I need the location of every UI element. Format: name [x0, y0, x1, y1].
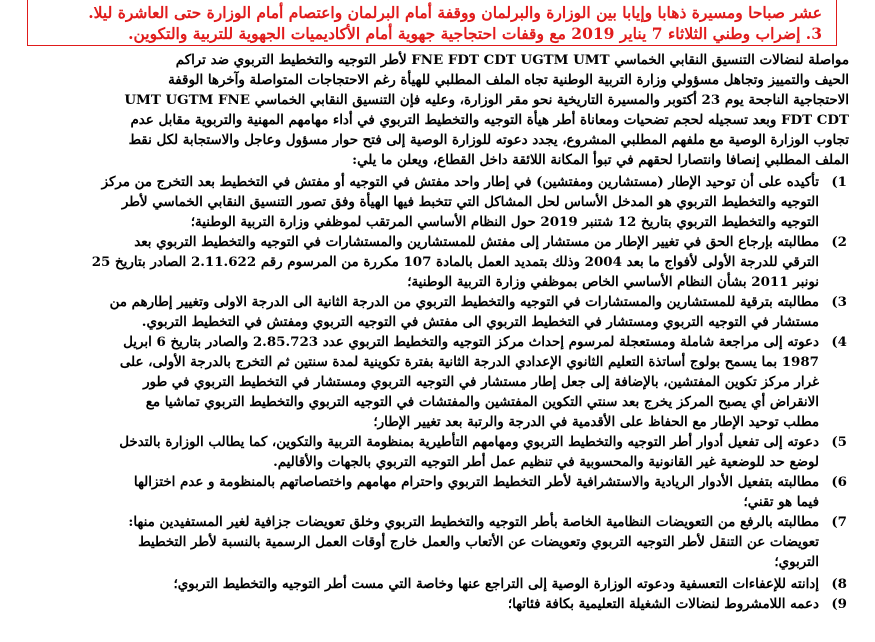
item-line: 1987 بما يسمح بولوج أساتذة التعليم الثانوي الإعدادي الدرجة الثانية بفترة تكوينية لمدة سنتين ثم التخرج بالدرجة الأولى، على: [119, 354, 819, 370]
item-number: 4): [831, 334, 847, 350]
item-line: دعمه اللامشروط لنضالات الشغيلة التعليمية بكافة فئاتها؛: [507, 596, 819, 612]
intro-line: الملف المطلبي إنصافا وانتصارا لحقهم في تبوأ المكانة اللائقة داخل القطاع، ويعلن ما يلي:: [352, 152, 849, 168]
list-item: [27, 574, 849, 594]
item-number: 2): [831, 234, 847, 250]
notice-line-2: 3. إضراب وطني الثلاثاء 7 يناير 2019 مع وقفات احتجاجية جهوية أمام الأكاديميات الجهوية للتربية والتكوين.: [128, 24, 822, 43]
item-line: مطالبته بالرفع من التعويضات النظامية الخاصة بأطر التوجيه والتخطيط التربوي وخلق تعويضات جزافية لغير المستفيدين منها:: [128, 514, 819, 530]
item-line: دعوته إلى تفعيل أدوار أطر التوجيه والتخطيط التربوي ومهامهم التأطيرية بمنظومة التربية والتكوين، كما يطالب الوزارة بالتدخل: [119, 434, 819, 450]
intro-paragraph: [27, 50, 849, 170]
list-item: [27, 332, 849, 432]
highlighted-notice-box: [27, 0, 837, 46]
list-item: [27, 594, 849, 614]
item-line: مطالبته بترقية للمستشارين والمستشارات في التوجيه والتخطيط التربوي من الدرجة الثانية الى الدرجة الاولى وتغيير إطارهم من: [109, 294, 819, 310]
demands-list: [27, 172, 849, 614]
intro-line: FDT CDT وبعد تسجيله لحجم تضحيات ومعاناة أطر هيأة التوجيه والتخطيط التربوي في أداء مهامهم المهنية والتربوية مقابل عدم: [130, 112, 849, 128]
item-line: التربوي؛: [774, 554, 819, 570]
intro-line: مواصلة لنضالات التنسيق النقابي الخماسي FNE FDT CDT UGTM UMT لأطر التوجيه والتخطيط التربوي ضد تراكم: [175, 52, 849, 68]
item-number: 9): [831, 596, 847, 612]
list-item: [27, 512, 849, 572]
intro-line: الحيف والتمييز وتجاهل مسؤولي وزارة التربية الوطنية تجاه الملف المطلبي للهيأة رغم الاحتجاجات المتواصلة وآخرها الوقفة: [168, 72, 849, 88]
notice-line-1: عشر صباحا ومسيرة ذهابا وإيابا بين الوزارة والبرلمان ووقفة أمام البرلمان واعتصام أمام الوزارة حتى العاشرة ليلا.: [88, 3, 822, 22]
intro-line: تجاوب الوزارة الوصية مع ملفهم المطلبي المشروع، يجدد دعوته للوزارة الوصية إلى فتح حوار مسؤول وعاجل والاستجابة لكل نقط: [128, 132, 849, 148]
item-line: فيما هو تقني؛: [743, 494, 819, 510]
item-line: دعوته إلى مراجعة شاملة ومستعجلة لمرسوم إحداث مركز التوجيه والتخطيط التربوي عدد 2.85.723 والصادر بتاريخ 6 ابريل: [123, 334, 819, 350]
item-line: مستشار في التوجيه التربوي ومستشار في التخطيط التربوي الى مفتش في التوجيه التربوي ومفتش في التخطيط التربوي.: [141, 314, 819, 330]
item-line: الانقراض أي يصبح المركز يخرج بعد سنتي التكوين المفتشين والمفتشات في التوجيه التربوي والتخطيط التربوي تماشيا مع: [145, 394, 819, 410]
list-item: [27, 232, 849, 292]
item-line: تعويضات عن التنقل لأطر التوجيه التربوي وتعويضات عن الأتعاب والعمل خارج أوقات العمل الرسمية بالنسبة لأطر التخطيط: [138, 534, 819, 550]
list-item: [27, 432, 849, 472]
item-line: التوجيه والتخطيط التربوي بتاريخ 12 شتنبر 2019 حول النظام الأساسي المرتقب لموظفي وزارة التربية الوطنية؛: [190, 214, 819, 230]
item-line: مطالبته بإرجاع الحق في تغيير الإطار من مستشار إلى مفتش للمستشارين والمستشارات في التوجيه والتخطيط التربوي بعد: [134, 234, 819, 250]
list-item: [27, 472, 849, 512]
item-number: 8): [831, 576, 847, 592]
item-line: إدانته للإعفاءات التعسفية ودعوته الوزارة الوصية إلى التراجع عنها وخاصة التي مست أطر التوجيه والتخطيط التربوي؛: [173, 576, 819, 592]
intro-line: الاحتجاجية الناجحة يوم 23 أكتوبر والمسيرة التاريخية نحو مقر الوزارة، وعليه فإن التنسيق النقابي الخماسي UMT UGTM FNE: [124, 92, 849, 108]
item-number: 3): [831, 294, 847, 310]
item-line: التوجيه والتخطيط التربوي هو المدخل الأساس لحل المشاكل التي تتخبط فيها الهيأة وفق تصور التنسيق النقابي الخماسي لأطر: [121, 194, 819, 210]
item-line: مطلب توحيد الإطار مع الحفاظ على الأقدمية في الدرجة والرتبة بعد تغيير الإطار؛: [373, 414, 819, 430]
item-line: لوضع حد للوضعية غير القانونية والمحسوبية في تنظيم عمل أطر التوجيه التربوي بالجهات والأقاليم.: [273, 454, 819, 470]
statement-body: [27, 50, 849, 614]
list-item: [27, 172, 849, 232]
item-line: تأكيده على أن توحيد الإطار (مستشارين ومفتشين) في إطار واحد مفتش في التوجيه أو مفتش في التخطيط بعد التخرج من مركز: [101, 174, 819, 190]
list-item: [27, 292, 849, 332]
item-line: غرار مركز تكوين المفتشين، بالإضافة إلى جعل إطار مستشار في التوجيه التربوي ومستشار في التخطيط التربوي في طور: [143, 374, 819, 390]
item-number: 6): [831, 474, 847, 490]
item-number: 1): [831, 174, 847, 190]
item-line: نونبر 2011 بشأن النظام الأساسي الخاص بموظفي وزارة التربية الوطنية؛: [407, 274, 819, 290]
item-number: 5): [831, 434, 847, 450]
item-number: 7): [831, 514, 847, 530]
item-line: الترقي للدرجة الأولى لأفواج ما بعد 2004 وذلك بتمديد العمل بالمادة 107 مكررة من المرسوم رقم 2.11.622 الصادر بتاريخ 25: [91, 254, 819, 270]
item-line: مطالبته بتفعيل الأدوار الريادية والاستشرافية لأطر التخطيط التربوي واحترام مهامهم واختصاصاتهم بالمنظومة و عدم اختزالها: [133, 474, 819, 490]
